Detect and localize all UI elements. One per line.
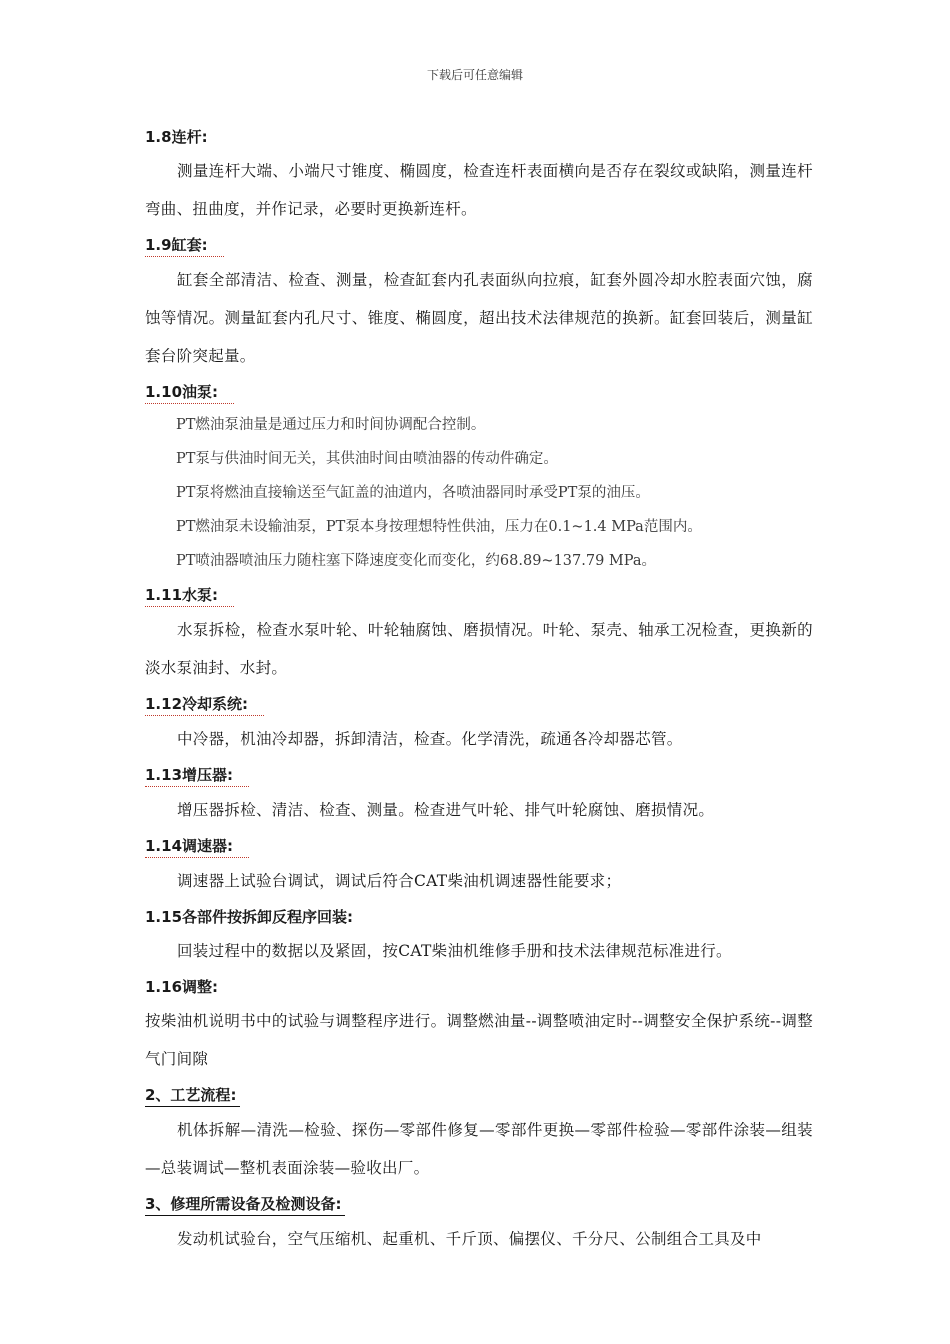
- section-heading: 1.8连杆:: [145, 128, 208, 146]
- list-item: PT泵与供油时间无关，其供油时间由喷油器的传动件确定。: [176, 451, 558, 467]
- section-heading: 1.9缸套:: [145, 234, 224, 257]
- section-heading: 1.12冷却系统:: [145, 693, 264, 716]
- section-heading: 1.14调速器:: [145, 835, 249, 858]
- section-paragraph: 发动机试验台，空气压缩机、起重机、千斤顶、偏摆仪、千分尺、公制组合工具及中: [177, 1230, 762, 1248]
- list-item: PT燃油泵油量是通过压力和时间协调配合控制。: [176, 417, 486, 433]
- section-heading: 1.16调整:: [145, 978, 219, 996]
- section-paragraph: 中冷器，机油冷却器，拆卸清洁，检查。化学清洗，疏通各冷却器芯管。: [177, 730, 683, 748]
- section-1-11: [145, 578, 813, 687]
- section-2: [145, 1078, 813, 1187]
- section-paragraph: 水泵拆检，检查水泵叶轮、叶轮轴腐蚀、磨损情况。叶轮、泵壳、轴承工况检查，更换新的淡水泵油封、水封。: [145, 621, 813, 677]
- section-heading: 1.10油泵:: [145, 381, 234, 404]
- section-paragraph: 机体拆解—清洗—检验、探伤—零部件修复—零部件更换—零部件检验—零部件涂装—组装—总装调试—整机表面涂装—验收出厂。: [145, 1121, 813, 1177]
- section-1-15: [145, 900, 813, 970]
- section-paragraph: 增压器拆检、清洁、检查、测量。检查进气叶轮、排气叶轮腐蚀、磨损情况。: [177, 801, 715, 819]
- section-paragraph: 缸套全部清洁、检查、测量，检查缸套内孔表面纵向拉痕，缸套外圆冷却水腔表面穴蚀，腐蚀等情况。测量缸套内孔尺寸、锥度、椭圆度，超出技术法律规范的换新。缸套回装后，测量缸套台阶突起量。: [145, 271, 813, 365]
- list-item: PT泵将燃油直接输送至气缸盖的油道内，各喷油器同时承受PT泵的油压。: [176, 485, 650, 501]
- section-1-14: [145, 829, 813, 900]
- section-paragraph: 回装过程中的数据以及紧固，按CAT柴油机维修手册和技术法律规范标准进行。: [177, 942, 732, 960]
- section-paragraph: 测量连杆大端、小端尺寸锥度、椭圆度，检查连杆表面横向是否存在裂纹或缺陷，测量连杆弯曲、扭曲度，并作记录，必要时更换新连杆。: [145, 162, 813, 218]
- section-heading: 3、修理所需设备及检测设备:: [145, 1193, 345, 1216]
- document-body: [145, 120, 813, 1258]
- section-1-16: [145, 970, 813, 1078]
- list-item: PT喷油器喷油压力随柱塞下降速度变化而变化，约68.89~137.79 MPa。: [176, 553, 657, 569]
- section-1-9: [145, 228, 813, 375]
- section-heading: 1.15各部件按拆卸反程序回装:: [145, 908, 354, 926]
- section-paragraph: 按柴油机说明书中的试验与调整程序进行。调整燃油量--调整喷油定时--调整安全保护系统--调整气门间隙: [145, 1012, 813, 1068]
- pt-pump-list: [145, 408, 813, 578]
- section-1-13: [145, 758, 813, 829]
- section-paragraph: 调速器上试验台调试，调试后符合CAT柴油机调速器性能要求；: [177, 872, 622, 890]
- section-heading: 1.11水泵:: [145, 584, 234, 607]
- section-heading: 2、工艺流程:: [145, 1084, 240, 1107]
- list-item: PT燃油泵未设输油泵，PT泵本身按理想特性供油，压力在0.1~1.4 MPa范围内。: [176, 519, 702, 535]
- section-1-12: [145, 687, 813, 758]
- section-1-8: [145, 120, 813, 228]
- section-1-10: [145, 375, 813, 578]
- page-header: 下载后可任意编辑: [426, 68, 523, 82]
- section-3: [145, 1187, 813, 1258]
- section-heading: 1.13增压器:: [145, 764, 249, 787]
